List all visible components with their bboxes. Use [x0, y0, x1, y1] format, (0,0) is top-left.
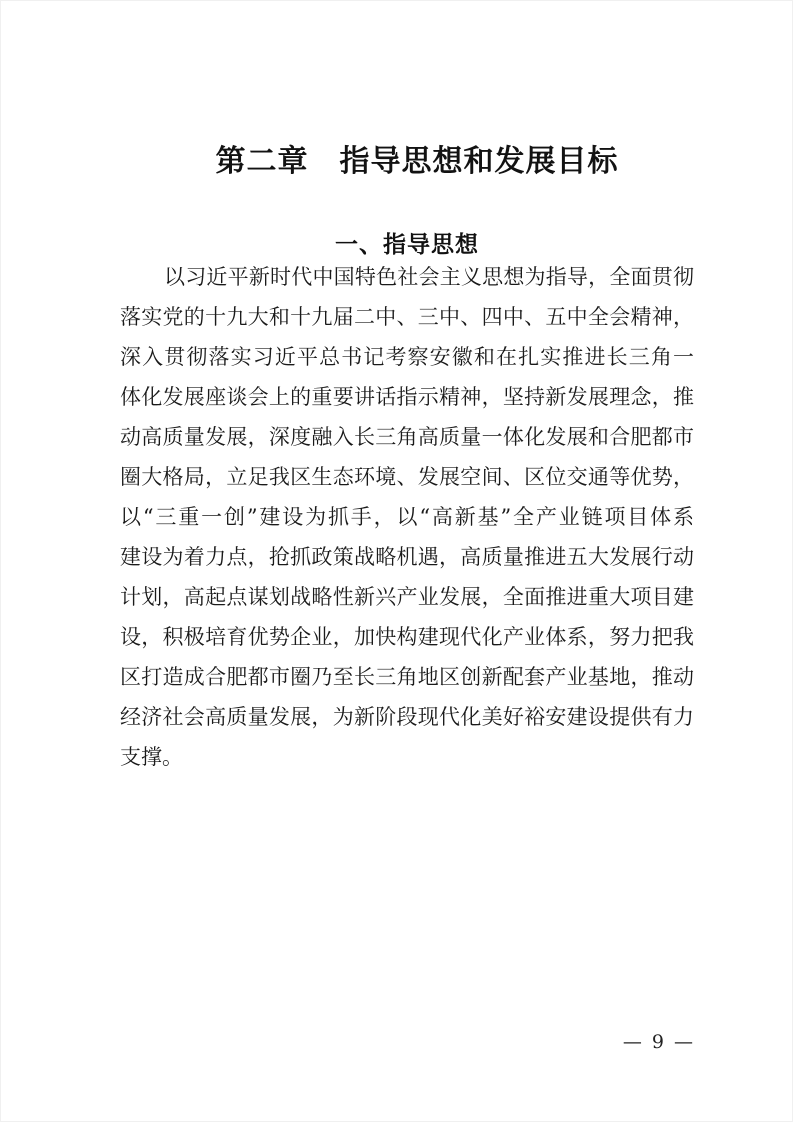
chapter-title: 第二章 指导思想和发展目标	[215, 144, 619, 180]
paragraph-line: 以习近平新时代中国特色社会主义思想为指导，全面贯彻	[164, 265, 694, 289]
section-heading: 一、指导思想	[335, 232, 479, 259]
paragraph-line: 深入贯彻落实习近平总书记考察安徽和在扎实推进长三角一	[120, 345, 694, 369]
paragraph-line: 体化发展座谈会上的重要讲话指示精神，坚持新发展理念，推	[120, 385, 694, 409]
paragraph-line: 设，积极培育优势企业，加快构建现代化产业体系，努力把我	[120, 625, 694, 649]
paragraph-line: 动高质量发展，深度融入长三角高质量一体化发展和合肥都市	[120, 425, 694, 449]
body-paragraph	[120, 257, 694, 777]
paragraph-line: 支撑。	[120, 745, 183, 769]
page-number: — 9 —	[622, 1031, 695, 1053]
paragraph-line: 圈大格局，立足我区生态环境、发展空间、区位交通等优势，	[120, 465, 694, 489]
paragraph-line: 建设为着力点，抢抓政策战略机遇，高质量推进五大发展行动	[120, 545, 694, 569]
paragraph-line: 计划，高起点谋划战略性新兴产业发展，全面推进重大项目建	[120, 585, 694, 609]
paragraph-line: 经济社会高质量发展，为新阶段现代化美好裕安建设提供有力	[120, 705, 694, 729]
paragraph-line: 落实党的十九大和十九届二中、三中、四中、五中全会精神，	[120, 305, 694, 329]
paragraph-line: 区打造成合肥都市圈乃至长三角地区创新配套产业基地，推动	[120, 665, 694, 689]
paragraph-line: 以“三重一创”建设为抓手，以“高新基”全产业链项目体系	[120, 505, 694, 529]
